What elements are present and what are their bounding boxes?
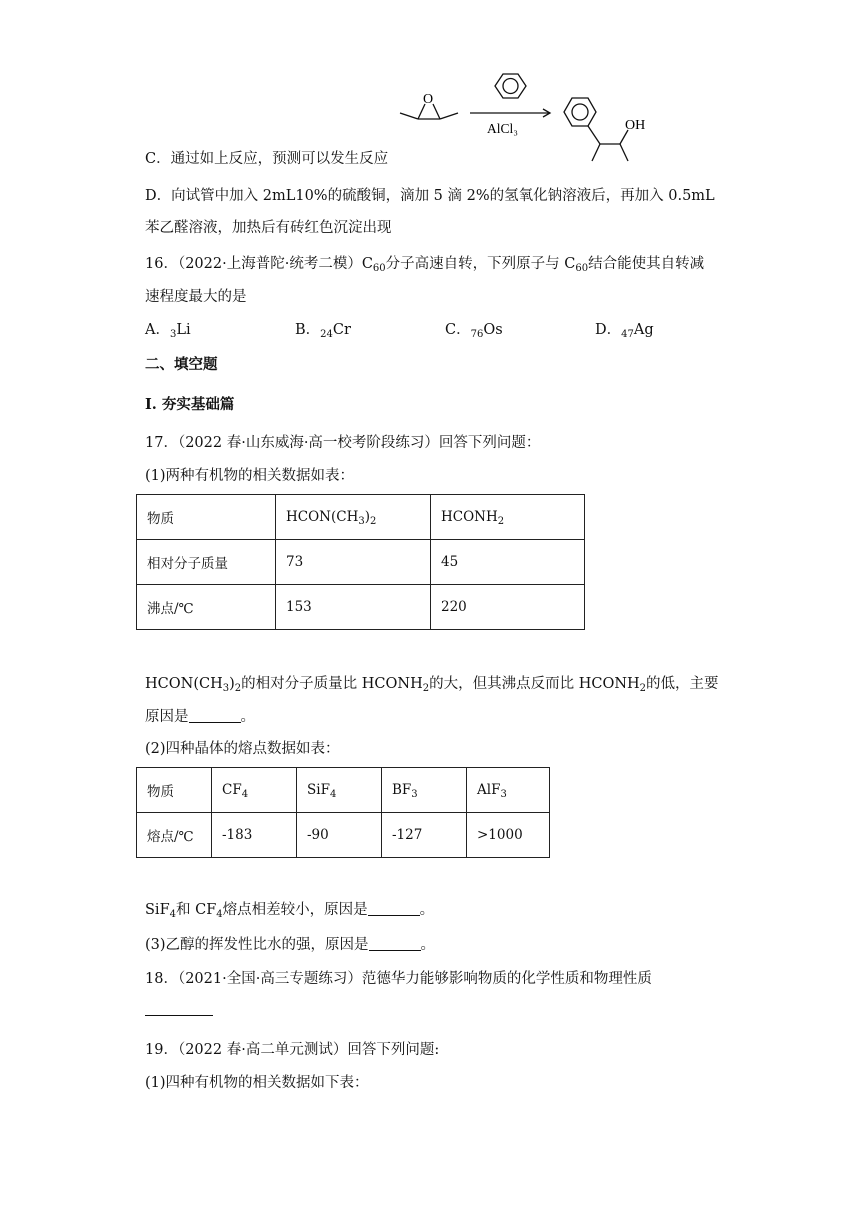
table-row bbox=[137, 495, 585, 540]
q17-part2-question: SiF$_4$和 $CF_4$熔点相差较小，原因是 。 bbox=[145, 902, 435, 920]
q17-part1-question: $HCON(CH_3)_2$的相对分子质量比 $HCONH_2$的大，但其沸点反而比 $HCONH_2$的低，主要 bbox=[145, 676, 719, 694]
q17-stem: 17．（2022 春·山东威海·高一校考阶段练习）回答下列问题： bbox=[145, 435, 541, 451]
q16-option-a: A．$_3$Li bbox=[145, 322, 191, 340]
q17-part3-question: (3)乙醇的挥发性比水的强，原因是 。 bbox=[145, 937, 436, 953]
table-cell: 熔点/℃ bbox=[137, 813, 212, 858]
q15-option-c: C．通过如上反应，预测可以发生反应 bbox=[145, 151, 389, 167]
q15-option-d-line1: D．向试管中加入 2mL10%的硫酸铜，滴加 5 滴 2%的氢氧化钠溶液后，再加入 0.5mL bbox=[145, 188, 715, 204]
q16-option-c: C．$_{76}$Os bbox=[445, 322, 503, 340]
q17-part1-question-line2: 原因是 。 bbox=[145, 709, 255, 725]
q19-stem: 19．（2022 春·高二单元测试）回答下列问题: bbox=[145, 1042, 440, 1058]
table-cell: 相对分子质量 bbox=[137, 540, 276, 585]
q16-stem-line2: 速程度最大的是 bbox=[145, 289, 247, 305]
q16-stem: 16．（2022·上海普陀·统考二模）$C_{60}$分子高速自转，下列原子与 $C_{60}$结合能使其自转减 bbox=[145, 256, 705, 274]
q16-option-d: D．$_{47}$Ag bbox=[595, 322, 654, 340]
q19-part1-intro: (1)四种有机物的相关数据如下表： bbox=[145, 1075, 369, 1091]
section-heading: 二、填空题 bbox=[145, 356, 218, 373]
benzene-reagent bbox=[495, 74, 526, 98]
q18-stem: 18．（2021·全国·高三专题练习）范德华力能够影响物质的化学性质和物理性质 bbox=[145, 971, 652, 987]
table-cell: 220 bbox=[431, 585, 585, 630]
table-cell: $HCONH_2$ bbox=[431, 495, 585, 540]
table-row bbox=[137, 540, 585, 585]
q17-part2-intro: (2)四种晶体的熔点数据如表： bbox=[145, 741, 340, 757]
answer-blank[interactable] bbox=[189, 708, 241, 723]
table-cell: 物质 bbox=[137, 768, 212, 813]
table-cell: -90 bbox=[297, 813, 382, 858]
table-row bbox=[137, 813, 550, 858]
table-cell: $BF_3$ bbox=[382, 768, 467, 813]
reaction-scheme bbox=[380, 66, 710, 176]
table-cell: 73 bbox=[276, 540, 431, 585]
q15-option-d-line2: 苯乙醛溶液，加热后有砖红色沉淀出现 bbox=[145, 220, 392, 236]
table-cell: AlF$_3$ bbox=[467, 768, 550, 813]
table-cell: $HCON(CH_3)_2$ bbox=[276, 495, 431, 540]
q16-option-b: B．$_{24}$Cr bbox=[295, 322, 351, 340]
table-cell: -127 bbox=[382, 813, 467, 858]
product-hydroxyl: OH bbox=[625, 118, 646, 133]
table-cell: -183 bbox=[212, 813, 297, 858]
q17-part1-intro: (1)两种有机物的相关数据如表： bbox=[145, 468, 355, 484]
q18-answer-line[interactable] bbox=[145, 1015, 213, 1016]
table-cell: 45 bbox=[431, 540, 585, 585]
product-structure bbox=[564, 98, 628, 161]
catalyst-label: AlCl₃ bbox=[487, 121, 518, 136]
table-organic-compounds bbox=[136, 494, 585, 630]
table-cell: $CF_4$ bbox=[212, 768, 297, 813]
table-cell: 沸点/℃ bbox=[137, 585, 276, 630]
subsection-heading: Ⅰ. 夯实基础篇 bbox=[145, 396, 235, 413]
table-row bbox=[137, 768, 550, 813]
table-cell: SiF$_4$ bbox=[297, 768, 382, 813]
table-cell: 153 bbox=[276, 585, 431, 630]
epoxide-oxygen: O bbox=[423, 92, 434, 107]
table-cell: 物质 bbox=[137, 495, 276, 540]
answer-blank[interactable] bbox=[369, 936, 421, 951]
table-crystal-melting-points bbox=[136, 767, 550, 858]
answer-blank[interactable] bbox=[368, 901, 420, 916]
table-row bbox=[137, 585, 585, 630]
table-cell: >1000 bbox=[467, 813, 550, 858]
reaction-arrow bbox=[470, 109, 550, 117]
